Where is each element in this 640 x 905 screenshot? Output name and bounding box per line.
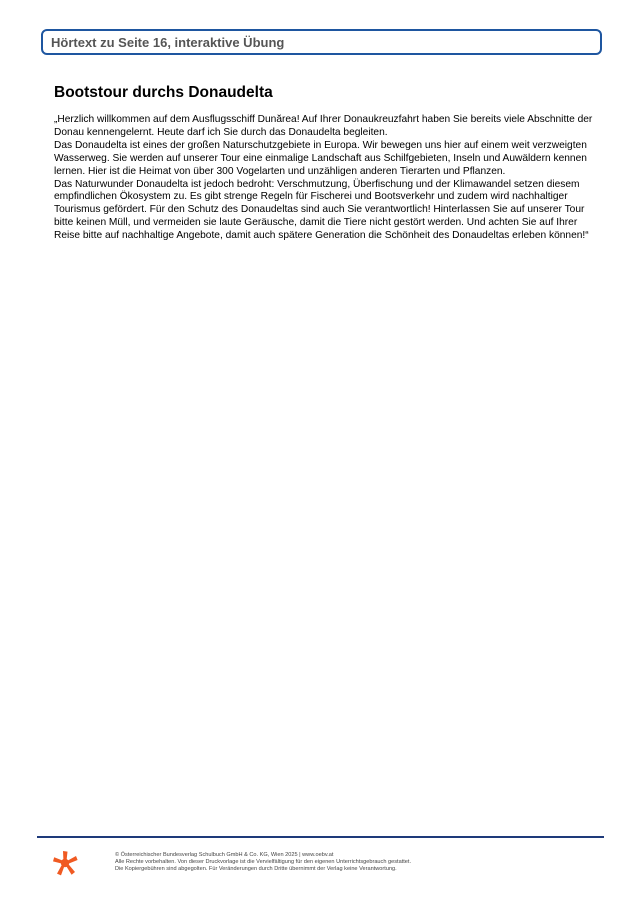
footer-copyright xyxy=(115,852,411,873)
footer-line-rights: Alle Rechte vorbehalten. Von dieser Druckvorlage ist die Vervielfältigung für den eigenen Unterrichtsgebrauch gestattet. xyxy=(115,859,412,865)
footer-line-fees: Die Kopiergebühren sind abgegolten. Für Veränderungen durch Dritte übernimmt der Verlag keine Verantwortung. xyxy=(115,866,397,872)
header-title: Hörtext zu Seite 16, interaktive Übung xyxy=(51,34,285,50)
paragraph-threats: Das Naturwunder Donaudelta ist jedoch bedroht: Verschmutzung, Überfischung und der Klimawandel setzen diesem empfindlichen Ökosystem zu. Es gibt strenge Regeln für Fischerei und Bootsverkehr und zudem wird nachhaltiger Tourismus gefördert. Für den Schutz des Donaudeltas sind auch Sie verantwortlich! Hinterlassen Sie auf unserer Tour bitte keinen Müll, und vermeiden sie laute Geräusche, damit die Tiere nicht gestört werden. Und achten Sie auf Ihrer Reise bitte auf nachhaltige Angebote, damit auch spätere Generation die Schönheit des Donaudeltas erleben können!“ xyxy=(54,178,589,242)
footer-divider xyxy=(37,836,604,838)
paragraph-welcome: „Herzlich willkommen auf dem Ausflugsschiff Dunărea! Auf Ihrer Donaukreuzfahrt haben Sie bereits viele Abschnitte der Donau kennengelernt. Heute darf ich Sie durch das Donaudelta begleiten. xyxy=(54,114,593,138)
footer-line-copyright: © Österreichischer Bundesverlag Schulbuch GmbH & Co. KG, Wien 2025 | www.oebv.at xyxy=(115,852,334,858)
oebv-star-logo-icon xyxy=(50,848,80,878)
header-box xyxy=(41,29,602,55)
document-body xyxy=(54,114,602,243)
paragraph-nature-reserve: Das Donaudelta ist eines der großen Naturschutzgebiete in Europa. Wir bewegen uns hier auf einem weit verzweigten Wasserweg. Sie werden auf unserer Tour eine einmalige Landschaft aus Schilfgebieten, Inseln und Auwäldern kennen lernen. Hier ist die Heimat von über 300 Vogelarten und unzähligen anderen Tierarten und Pflanzen. xyxy=(54,139,587,177)
document-title: Bootstour durchs Donaudelta xyxy=(54,84,273,101)
